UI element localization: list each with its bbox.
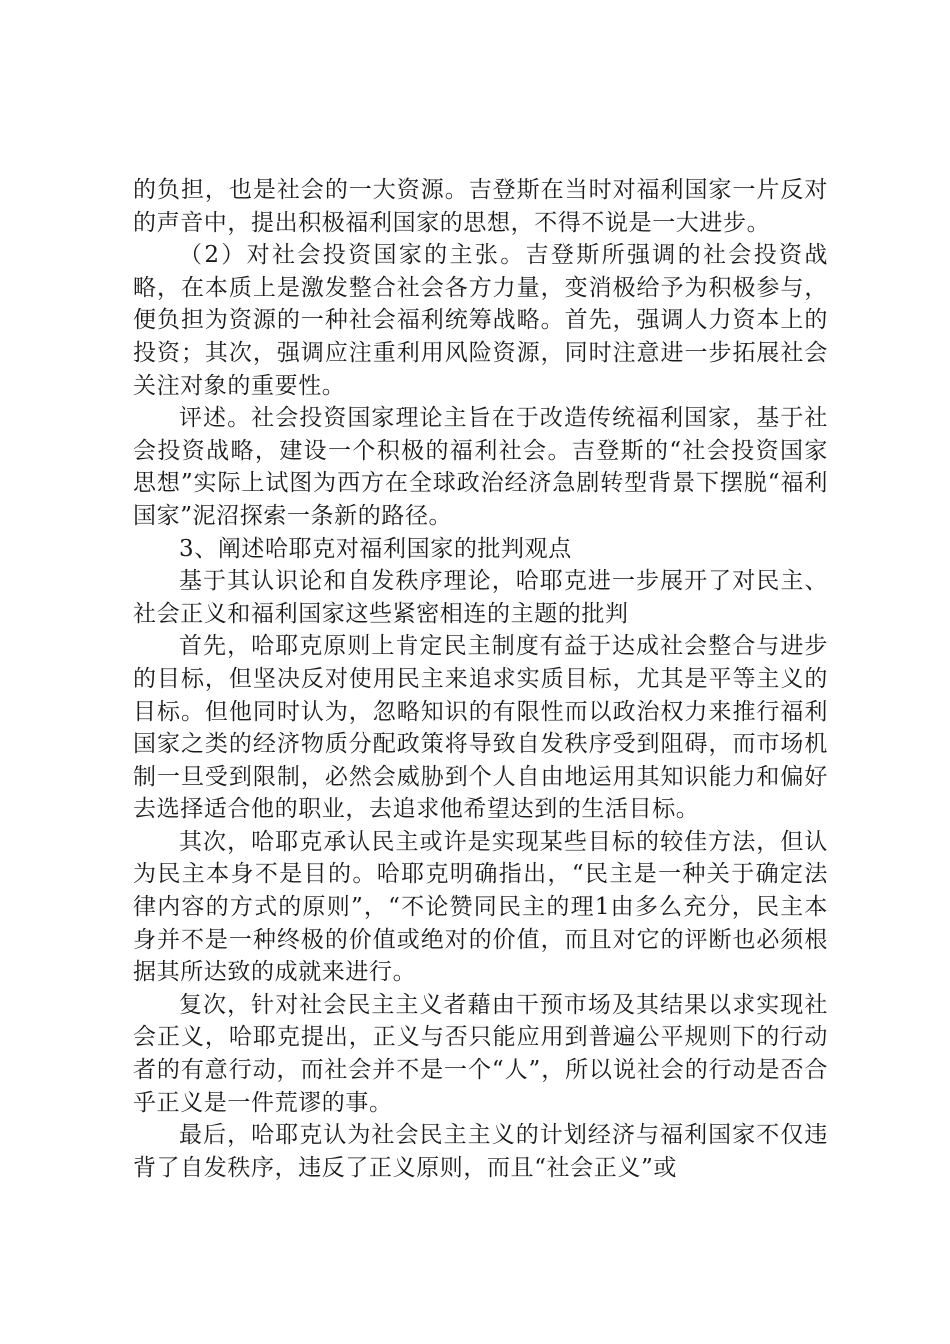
paragraph-hayek-intro: 基于其认识论和自发秩序理论，哈耶克进一步展开了对民主、社会正义和福利国家这些紧密相连的主题的批判: [133, 568, 828, 627]
paragraph-hayek-second: 其次，哈耶克承认民主或许是实现某些目标的较佳方法，但认为民主本身不是目的。哈耶克明确指出，“民主是一种关于确定法律内容的方式的原则”，“不论赞同民主的理1由多么充分，民主本身并不是一种终极的价值或绝对的价值，而且对它的评断也必须根据其所达致的成就来进行。: [133, 828, 828, 986]
paragraph-continuation: 的负担，也是社会的一大资源。吉登斯在当时对福利国家一片反对的声音中，提出积极福利国家的思想，不得不说是一大进步。: [133, 177, 828, 236]
paragraph-commentary: 评述。社会投资国家理论主旨在于改造传统福利国家，基于社会投资战略，建设一个积极的福利社会。吉登斯的“社会投资国家思想”实际上试图为西方在全球政治经济急剧转型背景下摆脱“福利国家”泥沼探索一条新的路径。: [133, 405, 828, 529]
section-heading-hayek: 3、阐述哈耶克对福利国家的批判观点: [179, 535, 572, 562]
paragraph-social-investment-state: （2）对社会投资国家的主张。吉登斯所强调的社会投资战略，在本质上是激发整合社会各方力量，变消极给予为积极参与，便负担为资源的一种社会福利统筹战略。首先，强调人力资本上的投资；其次，强调应注重利用风险资源，同时注意进一步拓展社会关注对象的重要性。: [133, 242, 828, 399]
paragraph-hayek-last: 最后，哈耶克认为社会民主主义的计划经济与福利国家不仅违背了自发秩序，违反了正义原则，而且“社会正义”或: [133, 1122, 828, 1181]
paragraph-hayek-third: 复次，针对社会民主主义者藉由干预市场及其结果以求实现社会正义，哈耶克提出，正义与否只能应用到普遍公平规则下的行动者的有意行动，而社会并不是一个“人”，所以说社会的行动是否合乎正义是一件荒谬的事。: [133, 991, 828, 1116]
paragraph-hayek-first: 首先，哈耶克原则上肯定民主制度有益于达成社会整合与进步的目标，但坚决反对使用民主来追求实质目标，尤其是平等主义的目标。但他同时认为，忽略知识的有限性而以政治权力来推行福利国家之类的经济物质分配政策将导致自发秩序受到阻碍，而市场机制一旦受到限制，必然会威胁到个人自由地运用其知识能力和偏好去选择适合他的职业，去追求他希望达到的生活目标。: [133, 633, 828, 823]
document-body: [133, 174, 828, 1184]
